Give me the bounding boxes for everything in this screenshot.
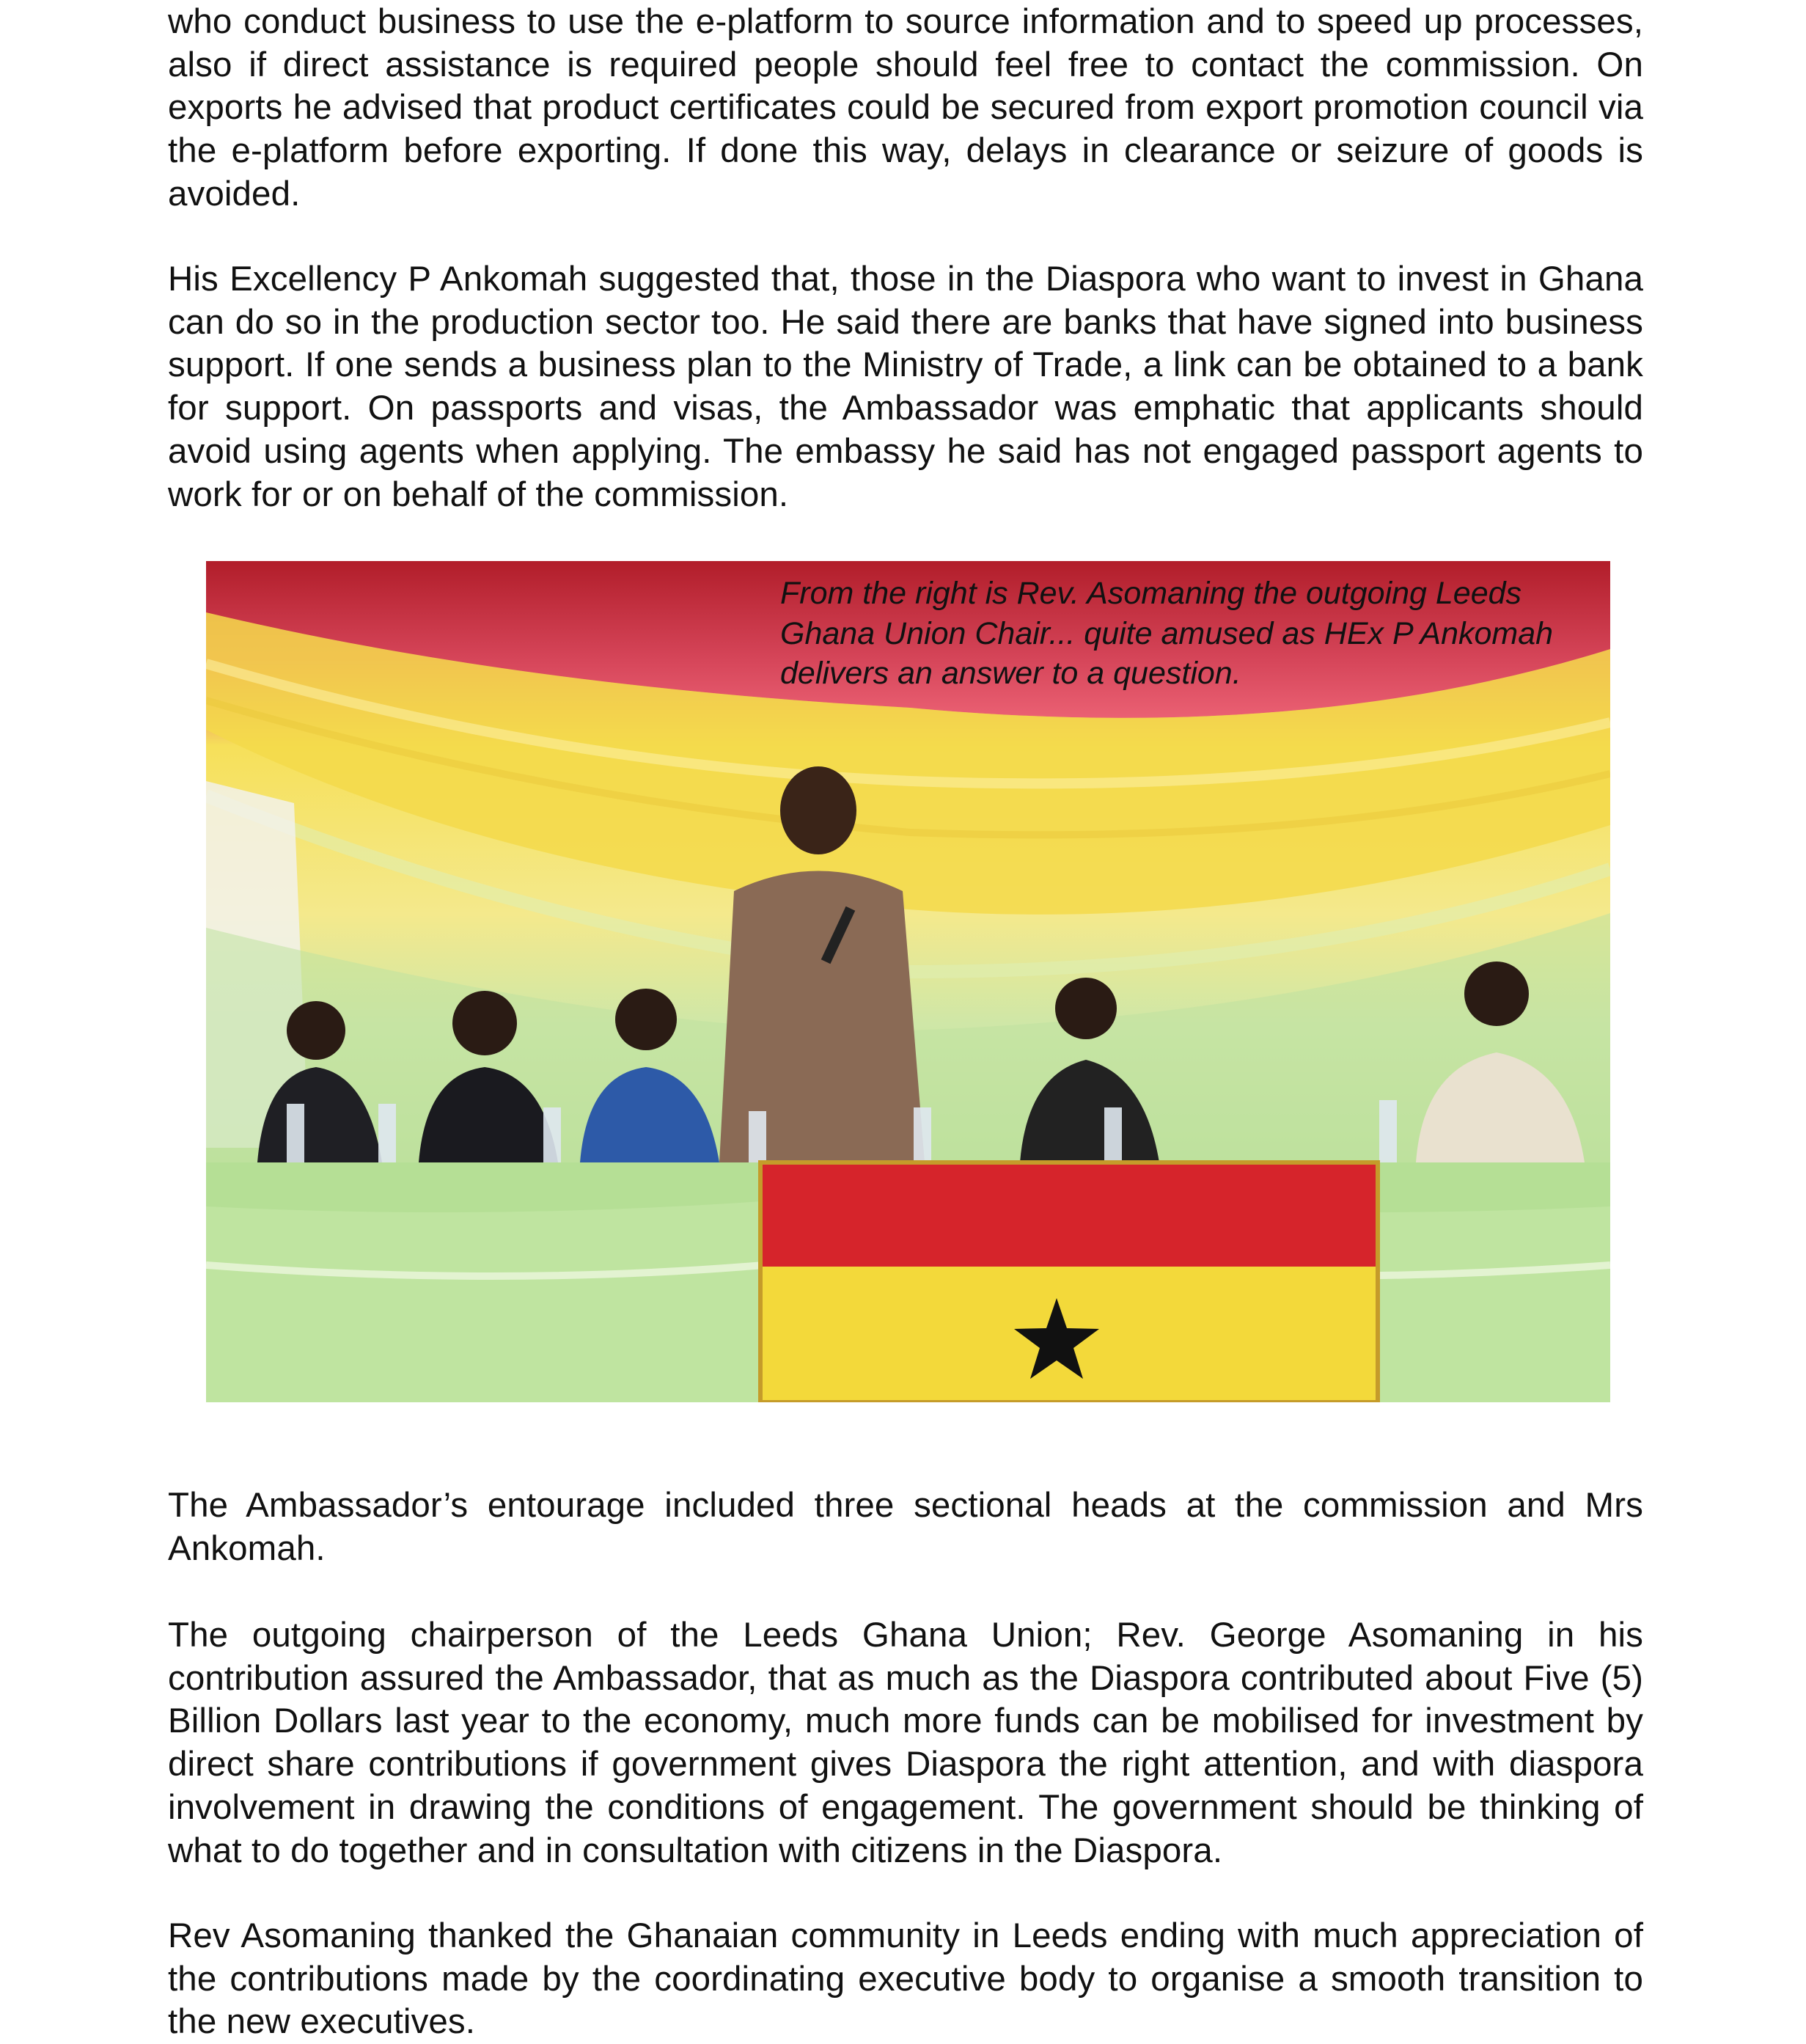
paragraph-thanks: Rev Asomaning thanked the Ghanaian community in Leeds ending with much appreciation of the contributions made by the coordinating executive body to organise a smooth transition to the new executives. [168, 1916, 1643, 2042]
paragraph-eplatform: who conduct business to use the e-platform to source information and to speed up processes, also if direct assistance is required people should feel free to contact the commission. On exports he advised that product certificates could be secured from export promotion council via the e-platform before exporting. If done this way, delays in clearance or seizure of goods is avoided. [168, 2, 1643, 213]
photo-caption: From the right is Rev. Asomaning the outgoing Leeds Ghana Union Chair... quite amused as HEx P Ankomah delivers an answer to a question. [780, 576, 1554, 691]
event-photo [206, 561, 1610, 1402]
ghana-flag [760, 1162, 1378, 1402]
paragraph-entourage: The Ambassador’s entourage included three sectional heads at the commission and Mrs Ankomah. [168, 1486, 1643, 1568]
paragraph-investment: His Excellency P Ankomah suggested that, those in the Diaspora who want to invest in Ghana can do so in the production sector too. He said there are banks that have signed into business support. If one sends a business plan to the Ministry of Trade, a link can be obtained to a bank for support. On passports and visas, the Ambassador was emphatic that applicants should avoid using agents when applying. The embassy he said has not engaged passport agents to work for or on behalf of the commission. [168, 260, 1643, 514]
paragraph-chairperson: The outgoing chairperson of the Leeds Ghana Union; Rev. George Asomaning in his contribution assured the Ambassador, that as much as the Diaspora contributed about Five (5) Billion Dollars last year to the economy, much more funds can be mobilised for investment by direct share contributions if government gives Diaspora the right attention, and with diaspora involvement in drawing the conditions of engagement. The government should be thinking of what to do together and in consultation with citizens in the Diaspora. [168, 1616, 1643, 1870]
